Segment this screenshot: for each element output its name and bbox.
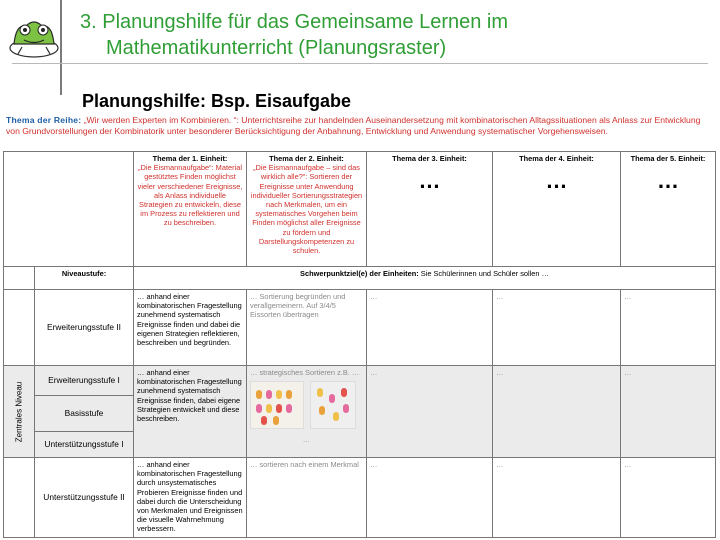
side-label-cell xyxy=(4,366,35,458)
unit-2-head: Thema der 2. Einheit: xyxy=(269,154,344,163)
unit-1-cell xyxy=(134,152,247,267)
side-empty-bottom xyxy=(4,458,35,538)
col2-e2: … Sortierung begründen und verallgemeinern. Auf 3/4/5 Eissorten übertragen xyxy=(247,290,367,366)
unit-3-body: … xyxy=(418,168,441,194)
title-line-2: Mathematikunterricht (Planungsraster) xyxy=(106,37,447,59)
level-label-u2: Unterstützungsstufe II xyxy=(35,458,134,538)
row-erweiterung-2 xyxy=(4,290,716,366)
col1-e2: … anhand einer kombinatorischen Fragestellung zunehmend systematisch Ereignisse finden und dabei die eigenen Strategien reflektieren, beschreiben und begründen. xyxy=(134,290,247,366)
unit-4-head: Thema der 4. Einheit: xyxy=(519,154,594,163)
niveau-row xyxy=(4,267,716,290)
photo-group xyxy=(250,381,363,429)
col2-u2: … sortieren nach einem Merkmal xyxy=(247,458,367,538)
level-label-u1: Unterstützungsstufe I xyxy=(35,432,134,458)
level-label-e2: Erweiterungsstufe II xyxy=(35,290,134,366)
table-header-row xyxy=(4,152,716,267)
header-divider-horizontal xyxy=(12,63,708,64)
title-line-1: 3. Planungshilfe für das Gemeinsame Lernen im xyxy=(80,11,509,33)
level-label-e1: Erweiterungsstufe I xyxy=(35,366,134,396)
col3-u2: … xyxy=(367,458,493,538)
niveau-label: Niveaustufe: xyxy=(35,267,134,290)
theme-description xyxy=(6,115,714,137)
theme-label: Thema der Reihe: xyxy=(6,115,82,125)
unit-3-cell xyxy=(367,152,493,267)
side-label-zentrales-niveau: Zentrales Niveau xyxy=(14,381,24,442)
ice-cream-photo-2 xyxy=(310,381,356,429)
col5-u2: … xyxy=(621,458,716,538)
theme-text: „Wir werden Experten im Kombinieren. “: Unterrichtsreihe zur handelnden Auseinandersetzung mit kombinatorischen Alltagssituationen als Anlass zur Entwicklung von Grundvorstellungen der Kombinatorik unter besonderer Berücksichtigung der Anbahnung, Entwicklung und Anwendung systematischer Vorgehensweisen. xyxy=(6,115,701,136)
unit-2-body: „Die Eismannaufgabe – sind das wirklich alle?“: Sortieren der Ereignisse unter Anwendung individueller Sortierungsstrategien nach Merkmalen, um ein systematisches Vorgehen beim Finden möglichst aller Ereignisse zu fördern und Darstellungskompetenzen zu schulen. xyxy=(250,163,363,256)
schwerpunkt-label: Schwerpunktziel(e) der Einheiten: xyxy=(300,269,419,278)
col5-central: … xyxy=(621,366,716,458)
col1-u2: … anhand einer kombinatorischen Fragestellung durch unsystematisches Probieren Ereignisse finden und dabei durch die Unterscheidung von Merkmalen und Ereignissen die visuelle Wahrnehmung verbessern. xyxy=(134,458,247,538)
header-divider-vertical xyxy=(60,0,62,95)
header-empty-cell xyxy=(4,152,134,267)
unit-1-body: „Die Eismannaufgabe“: Material gestütztes Finden möglichst vieler verschiedener Ereignisse, als Anlass individuelle Strategien zu entwickeln, diese im Prozess zu reflektieren und zu beschreiben. xyxy=(137,163,243,228)
ice-cream-photo-1 xyxy=(250,381,304,429)
col1-central: … anhand einer kombinatorischen Fragestellung zunehmend systematisch Ereignisse finden, dabei eigene Strategien entwickelt und diese beschreiben. xyxy=(134,366,247,458)
row-unterstuetzung-2 xyxy=(4,458,716,538)
niveau-empty-cell xyxy=(4,267,35,290)
col2-central-text: … strategisches Sortieren z.B. … xyxy=(250,368,360,377)
side-empty-top xyxy=(4,290,35,366)
schwerpunkt-text: Sie Schülerinnen und Schüler sollen … xyxy=(418,269,549,278)
unit-2-cell xyxy=(247,152,367,267)
col2-central xyxy=(247,366,367,458)
frog-logo-icon xyxy=(8,14,60,60)
col3-central: … xyxy=(367,366,493,458)
unit-5-body: … xyxy=(657,168,679,194)
col4-central: … xyxy=(493,366,621,458)
unit-3-head: Thema der 3. Einheit: xyxy=(392,154,467,163)
col2-central-tail: … xyxy=(302,435,311,445)
col5-e2: … xyxy=(621,290,716,366)
schwerpunkt-cell xyxy=(134,267,716,290)
page-subtitle: Planungshilfe: Bsp. Eisaufgabe xyxy=(82,91,352,111)
unit-4-body: … xyxy=(545,168,568,194)
row-erweiterung-1 xyxy=(4,366,716,396)
col4-u2: … xyxy=(493,458,621,538)
unit-5-head: Thema der 5. Einheit: xyxy=(630,154,706,163)
unit-5-cell xyxy=(621,152,716,267)
unit-1-head: Thema der 1. Einheit: xyxy=(152,154,228,163)
page-title xyxy=(80,9,700,61)
col3-e2: … xyxy=(367,290,493,366)
level-label-basis: Basisstufe xyxy=(35,396,134,432)
col4-e2: … xyxy=(493,290,621,366)
planning-grid xyxy=(3,151,716,538)
unit-4-cell xyxy=(493,152,621,267)
